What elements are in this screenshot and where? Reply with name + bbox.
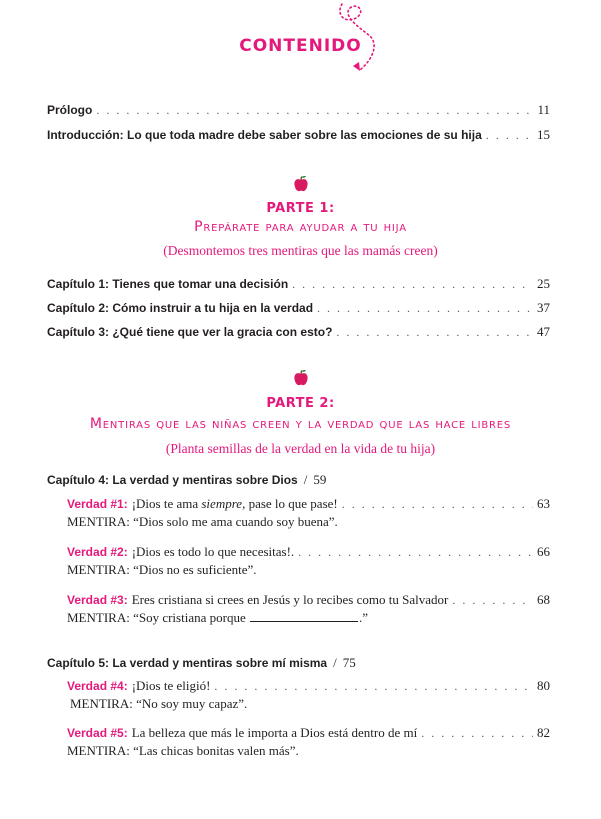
verdad-label: Verdad #3: bbox=[67, 593, 128, 607]
toc-row-capitulo-2[interactable] bbox=[47, 300, 550, 316]
dot-leader bbox=[336, 325, 533, 340]
toc-label: Capítulo 4: La verdad y mentiras sobre Dios bbox=[47, 473, 298, 487]
dot-leader bbox=[292, 277, 533, 292]
dot-leader bbox=[421, 726, 533, 741]
dot-leader bbox=[298, 545, 533, 560]
toc-label: Capítulo 2: Cómo instruir a tu hija en la verdad bbox=[47, 301, 314, 315]
page-number: 66 bbox=[537, 544, 550, 559]
verdad-label: Verdad #5: bbox=[67, 726, 128, 740]
dot-leader bbox=[317, 301, 533, 316]
toc-label: Introducción: Lo que toda madre debe saber sobre las emociones de su hija bbox=[47, 128, 482, 142]
verdad-text: La belleza que más le importa a Dios está dentro de mí bbox=[131, 725, 418, 740]
toc-row-verdad-5[interactable] bbox=[67, 725, 550, 741]
fill-in-blank bbox=[250, 611, 358, 622]
dot-leader bbox=[486, 128, 533, 143]
toc-row-verdad-2[interactable] bbox=[67, 544, 550, 560]
verdad-label: Verdad #4: bbox=[67, 679, 128, 693]
dot-leader bbox=[342, 497, 533, 512]
page-number: 75 bbox=[342, 655, 356, 670]
dot-leader bbox=[214, 679, 533, 694]
mentira-text: MENTIRA: “Soy cristiana porque .” bbox=[67, 610, 368, 625]
dot-leader bbox=[452, 593, 533, 608]
toc-label: Capítulo 3: ¿Qué tiene que ver la gracia con esto? bbox=[47, 325, 333, 339]
toc-row-capitulo-4[interactable] bbox=[47, 472, 550, 488]
part-1-subtitle: Prepárate para ayudar a tu hija bbox=[194, 219, 407, 235]
toc-row-verdad-4[interactable] bbox=[67, 678, 550, 694]
part-2-note: (Planta semillas de la verdad en la vida de tu hija) bbox=[165, 441, 436, 456]
toc-row-prologo[interactable] bbox=[47, 102, 550, 118]
verdad-label: Verdad #2: bbox=[67, 545, 128, 559]
verdad-label: Verdad #1: bbox=[67, 497, 128, 511]
separator: / bbox=[333, 655, 337, 670]
dot-leader bbox=[96, 103, 533, 118]
toc-row-capitulo-3[interactable] bbox=[47, 324, 550, 340]
mentira-text: MENTIRA: “Dios no es suficiente”. bbox=[67, 562, 257, 577]
page-number: 37 bbox=[537, 300, 550, 315]
verdad-text: ¡Dios te eligió! bbox=[131, 678, 211, 693]
mentira-text: MENTIRA: “No soy muy capaz”. bbox=[70, 696, 248, 711]
toc-label: Prólogo bbox=[47, 103, 93, 117]
toc-row-capitulo-1[interactable] bbox=[47, 276, 550, 292]
toc-label: Capítulo 5: La verdad y mentiras sobre mí misma bbox=[47, 656, 328, 670]
verdad-text: ¡Dios te ama siempre, pase lo que pase! bbox=[131, 496, 338, 511]
page-number: 80 bbox=[537, 678, 550, 693]
page-number: 82 bbox=[537, 725, 550, 740]
part-1-title: PARTE 1: bbox=[266, 201, 335, 216]
part-2-title: PARTE 2: bbox=[266, 396, 335, 411]
apple-icon bbox=[293, 369, 309, 387]
verdad-text: Eres cristiana si crees en Jesús y lo recibes como tu Salvador bbox=[131, 592, 449, 607]
apple-icon bbox=[293, 175, 309, 193]
toc-label: Capítulo 1: Tienes que tomar una decisión bbox=[47, 277, 289, 291]
page-number: 25 bbox=[537, 276, 550, 291]
toc-row-capitulo-5[interactable] bbox=[47, 655, 550, 671]
page-number: 15 bbox=[537, 127, 550, 142]
toc-row-introduccion[interactable] bbox=[47, 127, 550, 143]
mentira-text: MENTIRA: “Las chicas bonitas valen más”. bbox=[67, 743, 299, 758]
toc-row-verdad-1[interactable] bbox=[67, 496, 550, 512]
part-2-subtitle: Mentiras que las niñas creen y la verdad que las hace libres bbox=[89, 416, 512, 432]
separator: / bbox=[303, 472, 308, 487]
page-number: 11 bbox=[537, 102, 550, 117]
page-number: 59 bbox=[313, 472, 327, 487]
page-number: 47 bbox=[537, 324, 550, 339]
toc-row-verdad-3[interactable] bbox=[67, 592, 550, 608]
page-title: CONTENIDO bbox=[239, 36, 362, 56]
verdad-text: ¡Dios es todo lo que necesitas!. bbox=[131, 544, 295, 559]
part-1-note: (Desmontemos tres mentiras que las mamás creen) bbox=[163, 243, 438, 258]
page-number: 68 bbox=[537, 592, 550, 607]
mentira-text: MENTIRA: “Dios solo me ama cuando soy buena”. bbox=[67, 514, 338, 529]
page-number: 63 bbox=[537, 496, 550, 511]
